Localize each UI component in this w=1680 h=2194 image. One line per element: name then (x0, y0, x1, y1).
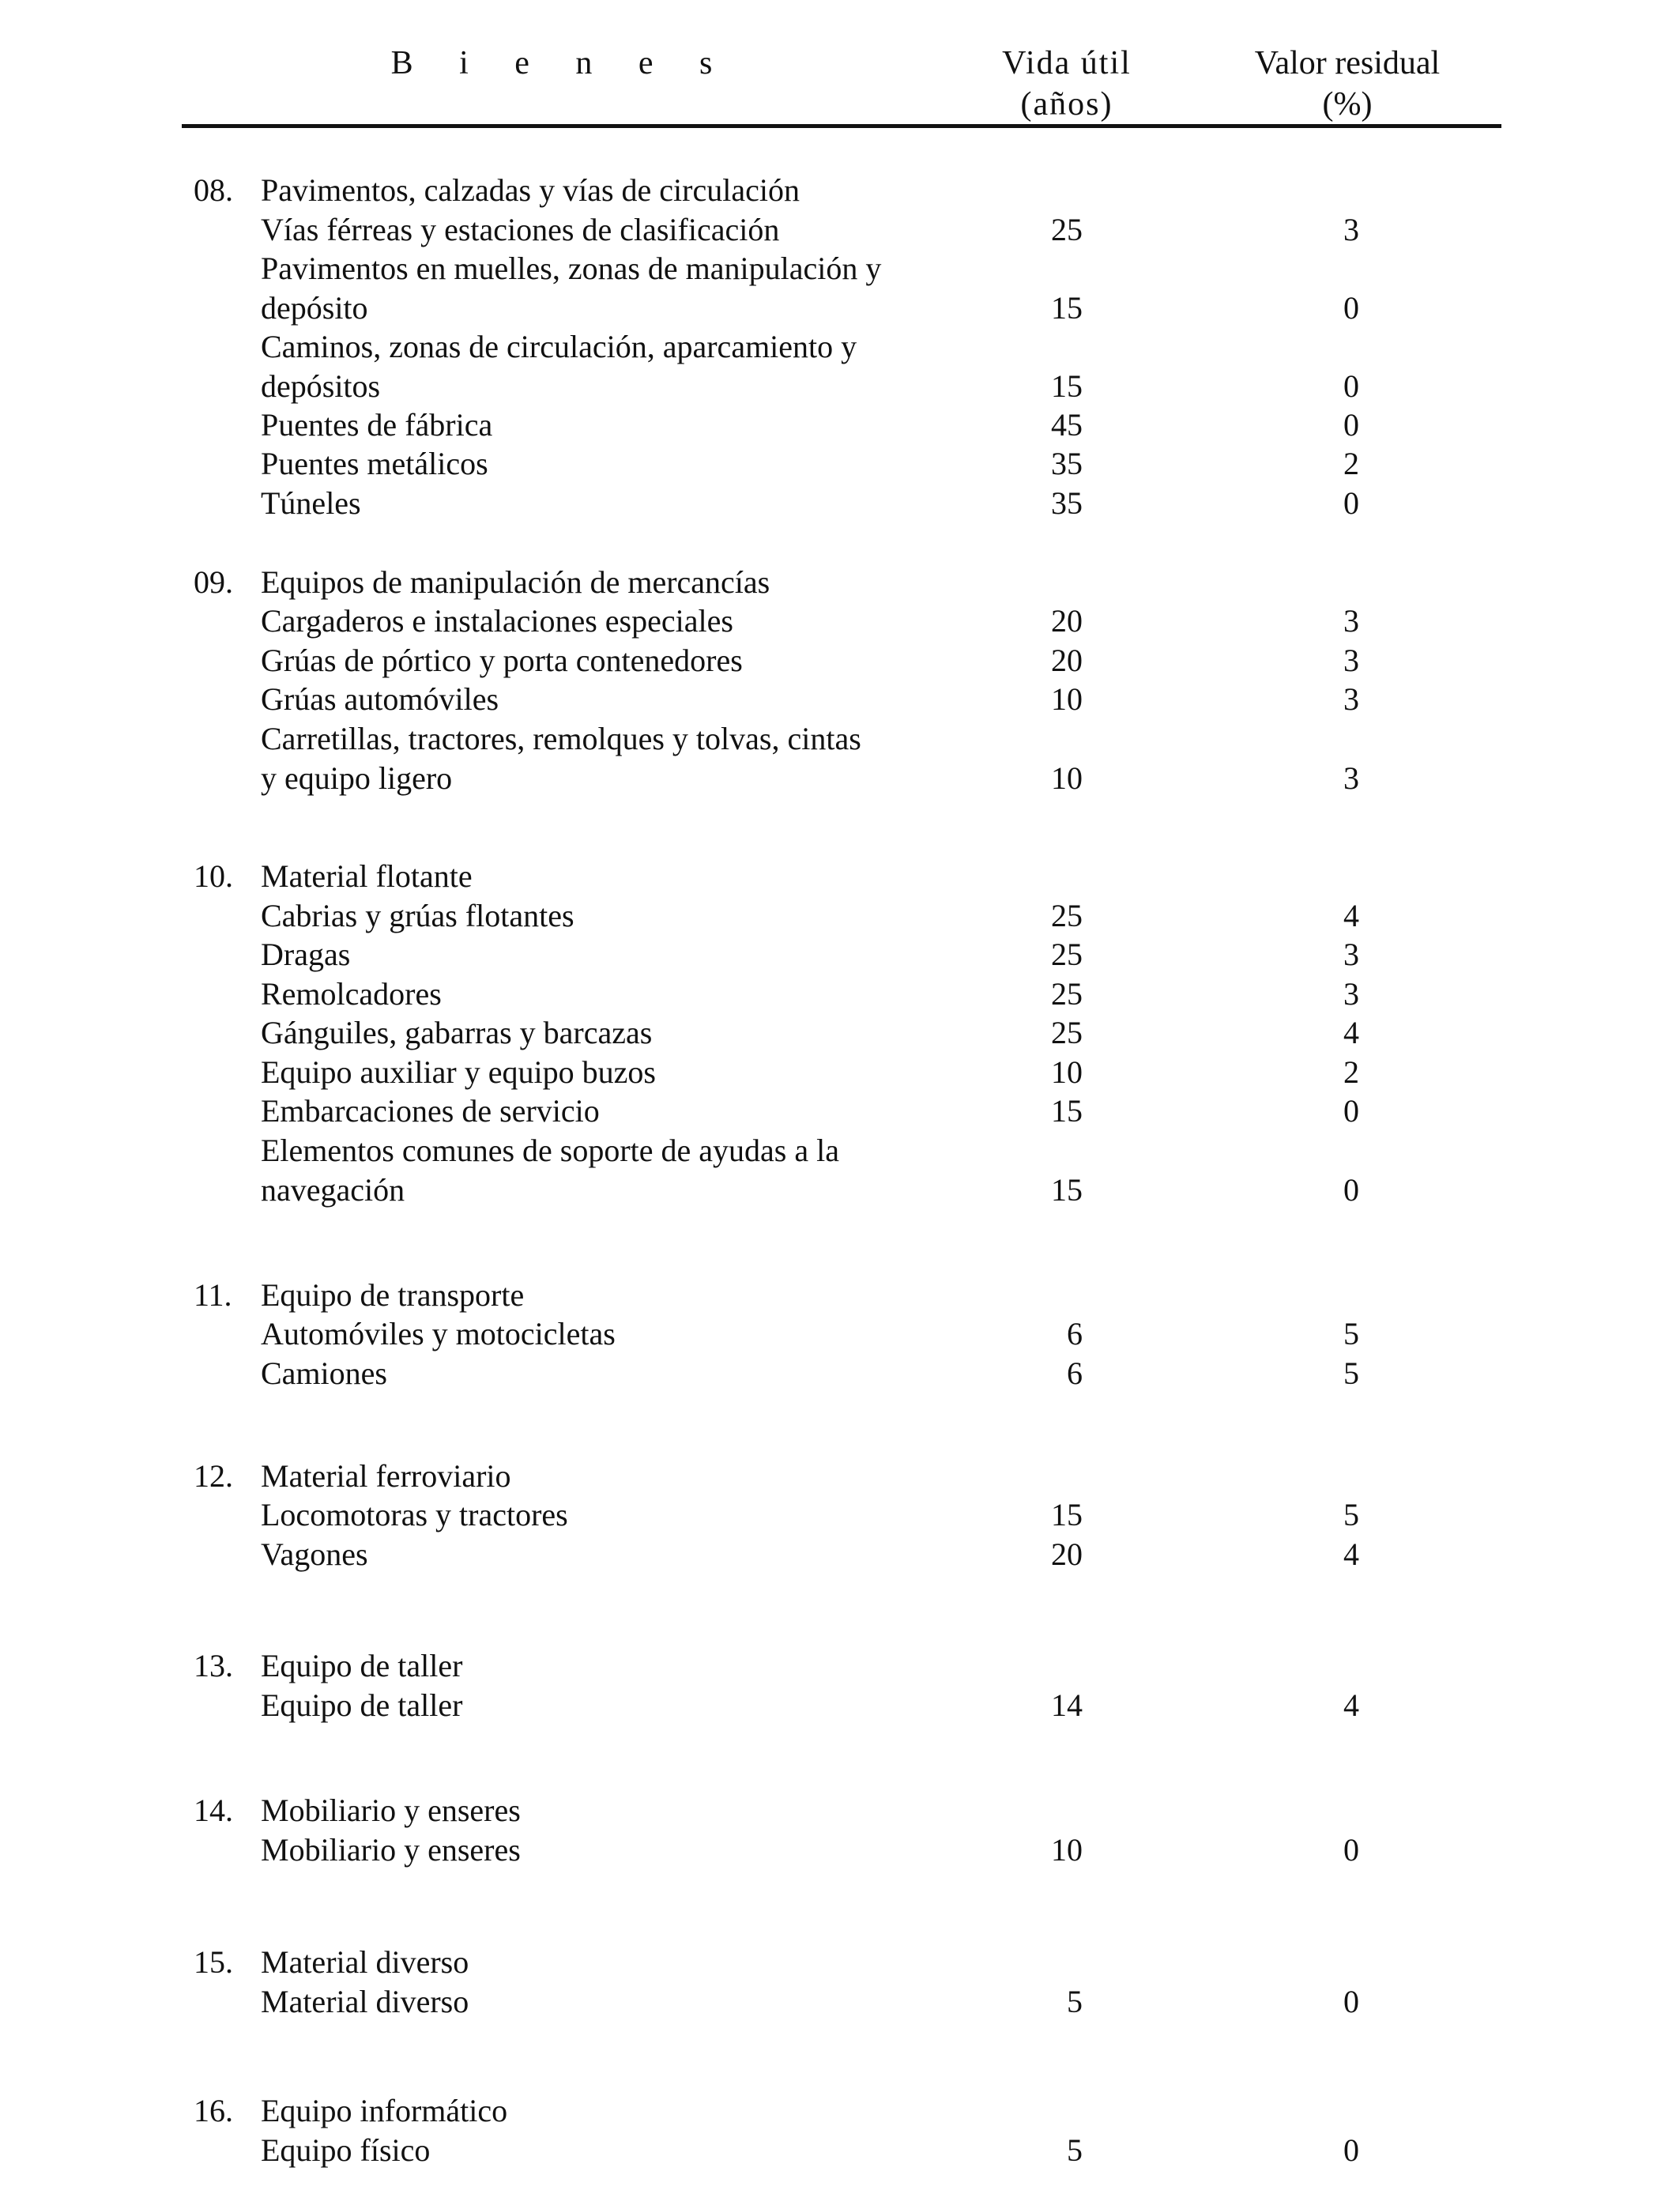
vida-util-value: 25 (1051, 1015, 1083, 1050)
section-number: 10. (194, 858, 233, 894)
valor-residual-value: 3 (1343, 643, 1359, 678)
asset-name: Túneles (261, 485, 361, 521)
table-row (0, 974, 1680, 1013)
asset-name: Vías férreas y estaciones de clasificación (261, 212, 780, 247)
table-row (0, 249, 1680, 288)
table-row (0, 1354, 1680, 1393)
valor-residual-value: 2 (1343, 446, 1359, 481)
vida-util-value: 45 (1051, 407, 1083, 443)
valor-residual-value: 0 (1343, 1984, 1359, 2019)
asset-name: Embarcaciones de servicio (261, 1093, 600, 1129)
table-row (0, 288, 1680, 327)
table-row (0, 171, 1680, 209)
vida-util-value: 15 (1051, 290, 1083, 326)
valor-residual-value: 0 (1343, 1093, 1359, 1129)
asset-name: Equipo de taller (261, 1687, 463, 1723)
asset-name: depósito (261, 290, 368, 326)
asset-name: Dragas (261, 937, 351, 972)
table-row (0, 367, 1680, 405)
asset-name: Camiones (261, 1355, 387, 1391)
vida-util-value: 10 (1051, 681, 1083, 717)
valor-residual-value: 4 (1343, 1536, 1359, 1572)
asset-name: Equipo de transporte (261, 1277, 525, 1313)
valor-residual-value: 3 (1343, 603, 1359, 639)
vida-util-value: 10 (1051, 760, 1083, 796)
header-valor-residual-line2: (%) (1322, 86, 1373, 123)
table-row (0, 1314, 1680, 1353)
section-number: 15. (194, 1944, 233, 1980)
table-row (0, 1982, 1680, 2021)
asset-name: Automóviles y motocicletas (261, 1316, 616, 1351)
table-row (0, 601, 1680, 640)
valor-residual-value: 0 (1343, 485, 1359, 521)
valor-residual-value: 4 (1343, 1687, 1359, 1723)
valor-residual-value: 2 (1343, 1054, 1359, 1090)
table-row (0, 210, 1680, 249)
asset-name: Cabrias y grúas flotantes (261, 898, 574, 933)
column-header-valor-residual (1209, 43, 1486, 125)
section-number: 08. (194, 172, 233, 208)
vida-util-value: 5 (1067, 1984, 1083, 2019)
valor-residual-value: 0 (1343, 407, 1359, 443)
vida-util-value: 6 (1067, 1316, 1083, 1351)
table-row (0, 1943, 1680, 1981)
table-row (0, 1830, 1680, 1869)
vida-util-value: 15 (1051, 1172, 1083, 1208)
header-vida-util-line2: (años) (1020, 86, 1113, 123)
asset-name: Locomotoras y tractores (261, 1497, 568, 1532)
column-header-bienes (332, 43, 790, 84)
table-row (0, 1495, 1680, 1534)
table-row (0, 1457, 1680, 1495)
table-row (0, 1276, 1680, 1314)
vida-util-value: 15 (1051, 1497, 1083, 1532)
valor-residual-value: 3 (1343, 212, 1359, 247)
valor-residual-value: 3 (1343, 937, 1359, 972)
section-number: 14. (194, 1793, 233, 1828)
vida-util-value: 25 (1051, 212, 1083, 247)
asset-name: Equipo informático (261, 2093, 508, 2128)
section-number: 13. (194, 1648, 233, 1683)
table-row (0, 641, 1680, 680)
table-row (0, 405, 1680, 444)
table-row (0, 484, 1680, 522)
table-row (0, 935, 1680, 974)
table-row (0, 1646, 1680, 1685)
asset-name: Remolcadores (261, 976, 442, 1012)
valor-residual-value: 0 (1343, 290, 1359, 326)
asset-name: Equipo de taller (261, 1648, 463, 1683)
asset-name: Mobiliario y enseres (261, 1793, 521, 1828)
section-number: 16. (194, 2093, 233, 2128)
column-header-vida-util (948, 43, 1185, 125)
asset-name: Equipos de manipulación de mercancías (261, 564, 770, 600)
vida-util-value: 14 (1051, 1687, 1083, 1723)
valor-residual-value: 0 (1343, 1172, 1359, 1208)
table-row (0, 759, 1680, 797)
section-number: 11. (194, 1277, 232, 1313)
table-row (0, 1013, 1680, 1052)
asset-name: Mobiliario y enseres (261, 1832, 521, 1868)
header-valor-residual-line1: Valor residual (1254, 45, 1441, 81)
asset-name: Material diverso (261, 1944, 469, 1980)
vida-util-value: 10 (1051, 1832, 1083, 1868)
table-row (0, 680, 1680, 718)
header-bienes-label: B i e n e s (390, 45, 732, 81)
asset-name: Gánguiles, gabarras y barcazas (261, 1015, 653, 1050)
vida-util-value: 10 (1051, 1054, 1083, 1090)
table-row (0, 1686, 1680, 1725)
asset-name: Vagones (261, 1536, 368, 1572)
section-number: 12. (194, 1458, 233, 1494)
vida-util-value: 15 (1051, 1093, 1083, 1129)
header-vida-util-line1: Vida útil (1002, 45, 1132, 81)
asset-name: Material diverso (261, 1984, 469, 2019)
valor-residual-value: 4 (1343, 898, 1359, 933)
valor-residual-value: 0 (1343, 1832, 1359, 1868)
table-row (0, 563, 1680, 601)
asset-name: Equipo físico (261, 2132, 431, 2168)
header-rule (182, 124, 1501, 128)
section-number: 09. (194, 564, 233, 600)
valor-residual-value: 5 (1343, 1355, 1359, 1391)
table-row (0, 327, 1680, 366)
table-row (0, 2131, 1680, 2169)
vida-util-value: 25 (1051, 898, 1083, 933)
valor-residual-value: 5 (1343, 1497, 1359, 1532)
asset-name: Grúas automóviles (261, 681, 499, 717)
valor-residual-value: 3 (1343, 681, 1359, 717)
table-row (0, 1053, 1680, 1091)
valor-residual-value: 3 (1343, 760, 1359, 796)
valor-residual-value: 0 (1343, 368, 1359, 404)
asset-name: Puentes metálicos (261, 446, 488, 481)
table-row (0, 2091, 1680, 2130)
asset-name: navegación (261, 1172, 405, 1208)
asset-name: Material flotante (261, 858, 473, 894)
asset-name: Material ferroviario (261, 1458, 511, 1494)
asset-name: y equipo ligero (261, 760, 453, 796)
table-row (0, 444, 1680, 483)
table-row (0, 1791, 1680, 1830)
asset-name: Elementos comunes de soporte de ayudas a la (261, 1133, 839, 1168)
table-row (0, 896, 1680, 935)
asset-name: Caminos, zonas de circulación, aparcamiento y (261, 329, 857, 364)
valor-residual-value: 0 (1343, 2132, 1359, 2168)
vida-util-value: 25 (1051, 976, 1083, 1012)
asset-name: depósitos (261, 368, 381, 404)
valor-residual-value: 4 (1343, 1015, 1359, 1050)
asset-name: Pavimentos, calzadas y vías de circulación (261, 172, 800, 208)
vida-util-value: 15 (1051, 368, 1083, 404)
asset-name: Grúas de pórtico y porta contenedores (261, 643, 743, 678)
vida-util-value: 35 (1051, 446, 1083, 481)
asset-name: Puentes de fábrica (261, 407, 493, 443)
vida-util-value: 20 (1051, 1536, 1083, 1572)
table-row (0, 1091, 1680, 1130)
asset-name: Cargaderos e instalaciones especiales (261, 603, 733, 639)
vida-util-value: 35 (1051, 485, 1083, 521)
vida-util-value: 6 (1067, 1355, 1083, 1391)
table-row (0, 1131, 1680, 1170)
valor-residual-value: 5 (1343, 1316, 1359, 1351)
table-row (0, 1171, 1680, 1209)
asset-name: Equipo auxiliar y equipo buzos (261, 1054, 656, 1090)
vida-util-value: 20 (1051, 603, 1083, 639)
table-row (0, 1535, 1680, 1574)
asset-name: Carretillas, tractores, remolques y tolvas, cintas (261, 721, 861, 756)
asset-name: Pavimentos en muelles, zonas de manipulación y (261, 251, 882, 286)
table-row (0, 857, 1680, 895)
valor-residual-value: 3 (1343, 976, 1359, 1012)
table-row (0, 719, 1680, 758)
vida-util-value: 20 (1051, 643, 1083, 678)
vida-util-value: 5 (1067, 2132, 1083, 2168)
vida-util-value: 25 (1051, 937, 1083, 972)
